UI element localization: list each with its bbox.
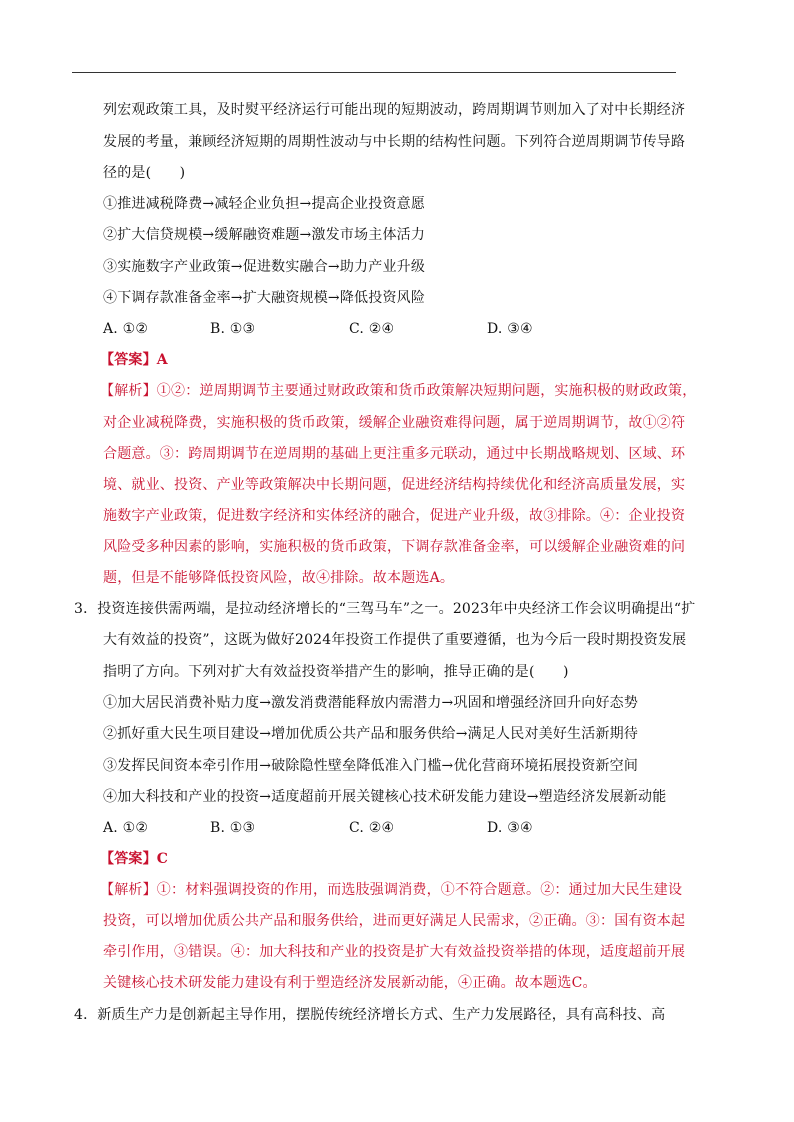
q3-option-c: C. ②④ (349, 820, 395, 836)
q3-answer: 【答案】C (100, 851, 169, 867)
q2-item-1: ①推进减税降费→减轻企业负担→提高企业投资意愿 (103, 196, 426, 212)
q3-item-3: ③发挥民间资本牵引作用→破除隐性壁垒降低准入门槛→优化营商环境拓展投资新空间 (103, 758, 639, 774)
q3-analysis-line-3: 牵引作用，③错误。④：加大科技和产业的投资是扩大有效益投资举措的体现，适度超前开展 (103, 944, 686, 960)
q3-option-a: A. ①② (103, 820, 149, 836)
q2-analysis-line-4: 境、就业、投资、产业等政策解决中长期问题，促进经济结构持续优化和经济高质量发展，实 (103, 477, 686, 493)
q3-item-2: ②抓好重大民生项目建设→增加优质公共产品和服务供给→满足人民对美好生活新期待 (103, 726, 639, 742)
q2-stem-line-3: 径的是( ) (103, 165, 186, 181)
q2-analysis-line-2: 对企业减税降费，实施积极的货币政策，缓解企业融资难得问题，属于逆周期调节，故①②符 (103, 415, 686, 431)
q3-item-4: ④加大科技和产业的投资→适度超前开展关键核心技术研发能力建设→塑造经济发展新动能 (103, 789, 667, 805)
q3-option-d: D. ③④ (487, 820, 533, 836)
q3-option-b: B. ①③ (210, 820, 256, 836)
q2-item-3: ③实施数字产业政策→促进数实融合→助力产业升级 (103, 259, 426, 275)
q3-stem-line-2: 大有效益的投资”，这既为做好2024年投资工作提供了重要遵循，也为今后一段时期投资发展 (103, 632, 687, 648)
q2-analysis-line-3: 合题意。③：跨周期调节在逆周期的基础上更注重多元联动，通过中长期战略规划、区域、环 (103, 446, 686, 462)
q2-answer: 【答案】A (100, 352, 168, 368)
q2-item-4: ④下调存款准备金率→扩大融资规模→降低投资风险 (103, 290, 426, 306)
q2-analysis-line-5: 施数字产业政策，促进数字经济和实体经济的融合，促进产业升级，故③排除。④：企业投资 (103, 508, 686, 524)
q3-analysis-line-2: 投资，可以增加优质公共产品和服务供给，进而更好满足人民需求，②正确。③：国有资本起 (103, 913, 686, 929)
q3-analysis-line-4: 关键核心技术研发能力建设有利于塑造经济发展新动能，④正确。故本题选C。 (103, 975, 597, 991)
q2-stem-line-1: 列宏观政策工具，及时熨平经济运行可能出现的短期波动，跨周期调节则加入了对中长期经济 (103, 102, 686, 118)
q2-option-d: D. ③④ (487, 321, 533, 337)
q2-stem-line-2: 发展的考量，兼顾经济短期的周期性波动与中长期的结构性问题。下列符合逆周期调节传导路 (103, 134, 686, 150)
q2-item-2: ②扩大信贷规模→缓解融资难题→激发市场主体活力 (103, 227, 426, 243)
q3-stem-line-1: 3．投资连接供需两端，是拉动经济增长的“三驾马车”之一。2023年中央经济工作会议明确提出“扩 (74, 601, 696, 617)
q3-item-1: ①加大居民消费补贴力度→激发消费潜能释放内需潜力→巩固和增强经济回升向好态势 (103, 695, 639, 711)
q2-option-c: C. ②④ (349, 321, 395, 337)
q2-option-a: A. ①② (103, 321, 149, 337)
q2-analysis-line-1: 【解析】①②：逆周期调节主要通过财政政策和货币政策解决短期问题，实施积极的财政政策， (100, 383, 697, 399)
q2-analysis-line-6: 风险受多种因素的影响，实施积极的货币政策，下调存款准备金率，可以缓解企业融资难的问 (103, 539, 686, 555)
q4-stem-line-1: 4．新质生产力是创新起主导作用，摆脱传统经济增长方式、生产力发展路径，具有高科技、高 (74, 1007, 666, 1023)
q2-analysis-line-7: 题，但是不能够降低投资风险，故④排除。故本题选A。 (103, 570, 455, 586)
q3-stem-line-3: 指明了方向。下列对扩大有效益投资举措产生的影响，推导正确的是( ) (103, 664, 569, 680)
q3-analysis-line-1: 【解析】①：材料强调投资的作用，而选肢强调消费，①不符合题意。②：通过加大民生建设 (100, 882, 683, 898)
q2-option-b: B. ①③ (210, 321, 256, 337)
